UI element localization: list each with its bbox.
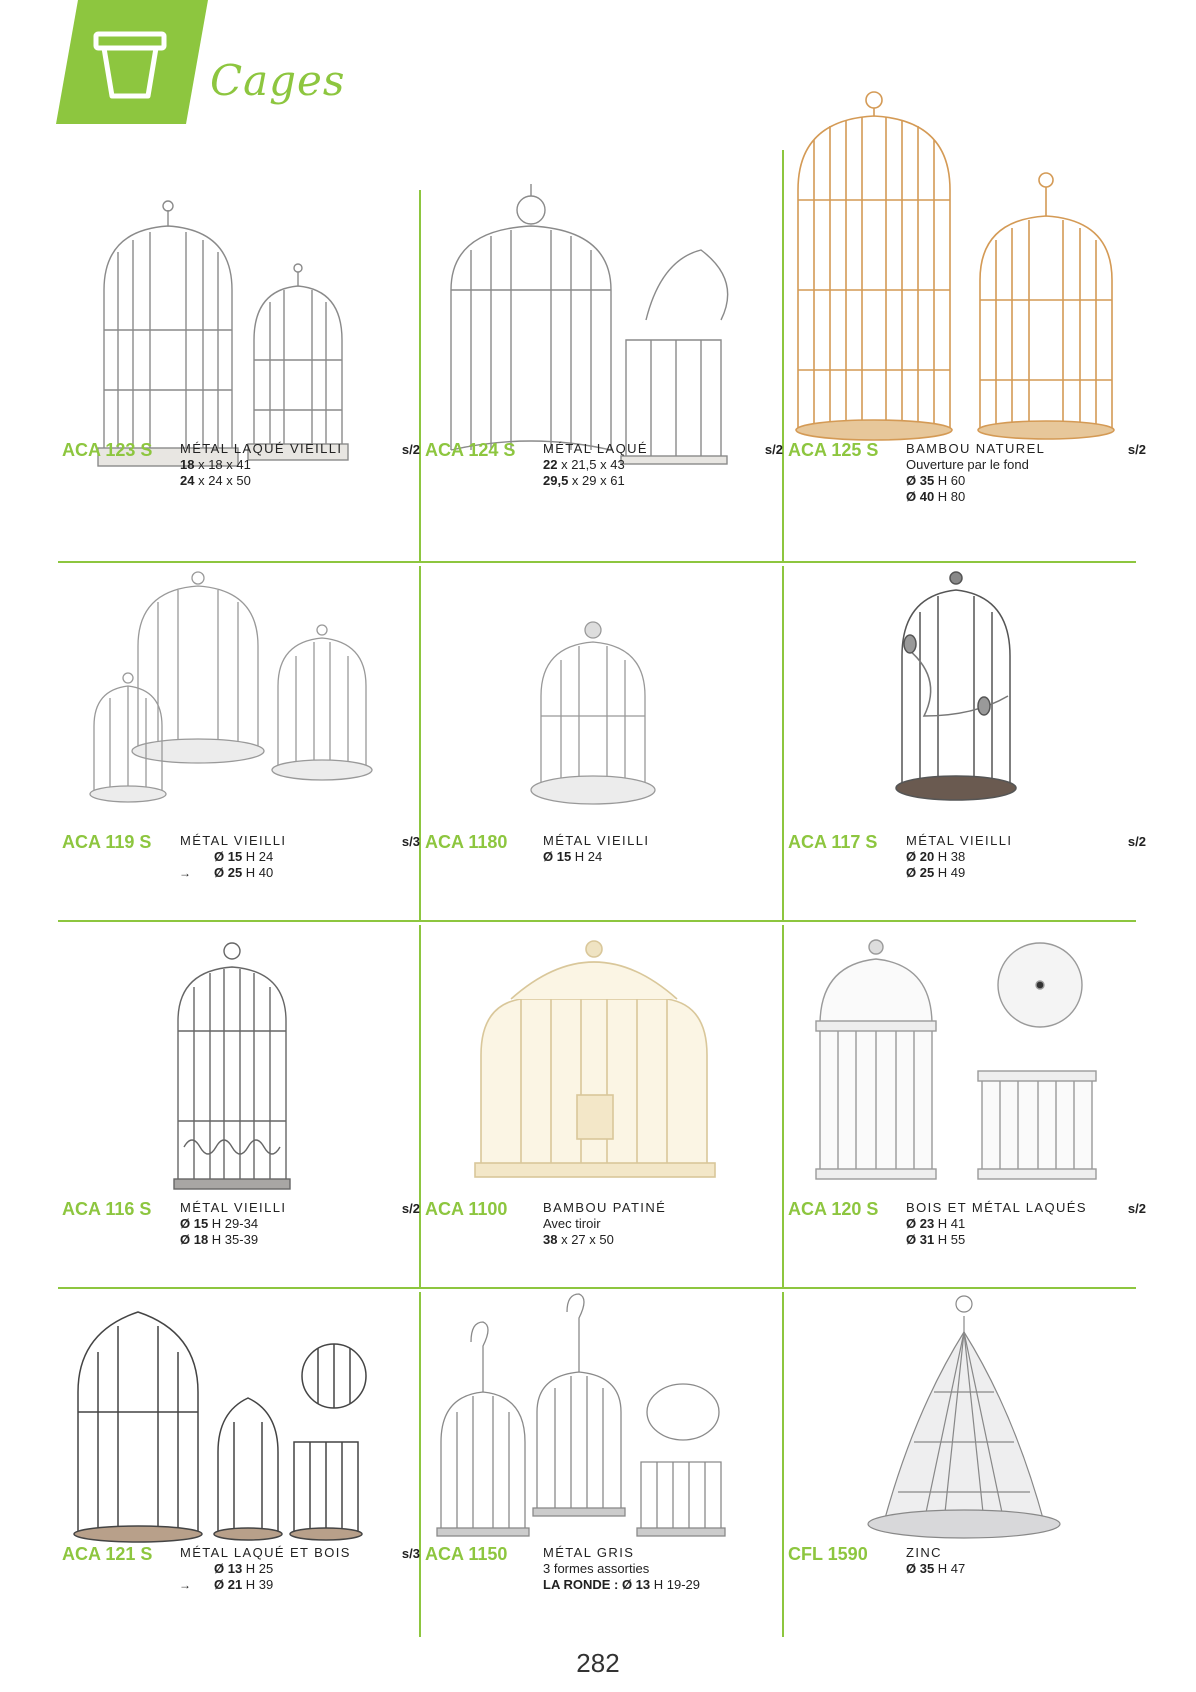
product-material: MÉTAL VIEILLI <box>180 1200 287 1215</box>
product-material: MÉTAL LAQUÉ <box>543 441 648 456</box>
product-material: MÉTAL LAQUÉ ET BOIS <box>180 1545 351 1560</box>
product-material: ZINC <box>906 1545 942 1560</box>
product-material: MÉTAL VIEILLI <box>906 833 1013 848</box>
dimension-line: 38 x 27 x 50 <box>543 1232 614 1247</box>
product-description <box>180 1545 351 1593</box>
product-description <box>906 441 1045 505</box>
product-ref: ACA 120 S <box>788 1199 879 1219</box>
cage-image <box>421 170 783 470</box>
product-photo <box>784 1292 1146 1542</box>
product-photo <box>784 80 1146 450</box>
product-note: Ouverture par le fond <box>906 457 1029 472</box>
dimension-line: Ø 18 H 35-39 <box>180 1232 259 1247</box>
product-description <box>906 1545 965 1577</box>
cage-image <box>58 566 420 826</box>
product-card <box>58 170 420 560</box>
dimension-line: Ø 20 H 38 <box>906 849 966 864</box>
product-material: BAMBOU NATUREL <box>906 441 1046 456</box>
dimension-line: LA RONDE : Ø 13 H 19-29 <box>543 1577 701 1592</box>
dimension-line: Ø 31 H 55 <box>906 1232 966 1247</box>
product-card <box>421 566 783 920</box>
product-ref: ACA 125 S <box>788 440 879 460</box>
cage-image <box>58 190 420 470</box>
product-material: BAMBOU PATINÉ <box>543 1200 667 1215</box>
product-note: 3 formes assorties <box>543 1561 650 1576</box>
cage-image <box>784 80 1146 450</box>
product-ref: CFL 1590 <box>788 1544 868 1564</box>
product-card <box>58 1292 420 1637</box>
product-description <box>180 833 286 881</box>
set-quantity: s/2 <box>1127 1201 1146 1216</box>
dimension-line: Ø 15 H 29-34 <box>180 1216 259 1231</box>
cage-image <box>58 1292 420 1552</box>
product-material: MÉTAL LAQUÉ VIEILLI <box>180 441 343 456</box>
dimension-line: Ø 35 H 47 <box>906 1561 966 1576</box>
product-photo <box>58 1292 420 1552</box>
set-quantity: s/2 <box>1127 834 1146 849</box>
product-description <box>543 1545 700 1593</box>
dimension-line: Ø 15 H 24 <box>214 849 274 864</box>
product-photo <box>421 1292 783 1542</box>
arrow-icon: → <box>179 866 191 880</box>
product-ref: ACA 1150 <box>425 1544 508 1564</box>
dimension-line: 24 x 24 x 50 <box>180 473 251 488</box>
cage-image <box>784 925 1146 1195</box>
set-quantity: s/2 <box>1127 442 1146 457</box>
dimension-line: Ø 15 H 24 <box>543 849 603 864</box>
set-quantity: s/3 <box>401 834 420 849</box>
product-ref: ACA 117 S <box>788 832 878 852</box>
product-photo <box>58 190 420 470</box>
cage-image <box>421 606 783 826</box>
product-photo <box>58 941 420 1201</box>
cage-image <box>421 925 783 1195</box>
product-photo <box>784 566 1146 826</box>
product-description <box>543 833 649 865</box>
product-photo <box>421 925 783 1195</box>
product-photo <box>421 606 783 826</box>
product-description <box>906 833 1012 881</box>
dimension-line: 22 x 21,5 x 43 <box>543 457 625 472</box>
dimension-line: 18 x 18 x 41 <box>180 457 251 472</box>
page-title: Cages <box>210 56 346 105</box>
dimension-line: Ø 35 H 60 <box>906 473 966 488</box>
dimension-line: Ø 23 H 41 <box>906 1216 966 1231</box>
flower-pot-icon <box>92 30 168 100</box>
cage-image <box>58 941 420 1201</box>
product-note: Avec tiroir <box>543 1216 601 1231</box>
cage-image <box>784 566 1146 826</box>
product-description <box>180 441 342 489</box>
dimension-line: Ø 25 H 49 <box>906 865 966 880</box>
product-photo <box>421 170 783 470</box>
product-material: MÉTAL VIEILLI <box>180 833 287 848</box>
row-divider <box>58 561 1136 563</box>
product-ref: ACA 119 S <box>62 832 152 852</box>
set-quantity: s/2 <box>401 442 420 457</box>
product-card <box>421 170 783 560</box>
product-material: BOIS ET MÉTAL LAQUÉS <box>906 1200 1087 1215</box>
product-ref: ACA 1180 <box>425 832 508 852</box>
dimension-line: Ø 13 H 25 <box>214 1561 274 1576</box>
cage-image <box>784 1292 1146 1542</box>
product-material: MÉTAL GRIS <box>543 1545 635 1560</box>
arrow-icon: → <box>179 1578 191 1592</box>
product-card <box>784 80 1146 560</box>
product-card <box>58 566 420 920</box>
product-card <box>784 925 1146 1287</box>
product-card <box>784 1292 1146 1637</box>
dimension-line: Ø 40 H 80 <box>906 489 966 504</box>
product-photo <box>784 925 1146 1195</box>
product-description <box>543 1200 666 1248</box>
product-card <box>58 925 420 1287</box>
product-description <box>180 1200 286 1248</box>
product-ref: ACA 121 S <box>62 1544 153 1564</box>
dimension-line: → Ø 25 H 40 <box>179 865 274 880</box>
product-card <box>421 1292 783 1637</box>
product-description <box>543 441 648 489</box>
dimension-line: → Ø 21 H 39 <box>179 1577 274 1592</box>
set-quantity: s/3 <box>401 1546 420 1561</box>
row-divider <box>58 1287 1136 1289</box>
row-divider <box>58 920 1136 922</box>
cage-image <box>421 1292 783 1542</box>
product-material: MÉTAL VIEILLI <box>543 833 650 848</box>
product-card <box>421 925 783 1287</box>
dimension-line: 29,5 x 29 x 61 <box>543 473 625 488</box>
product-photo <box>58 566 420 826</box>
product-card <box>784 566 1146 920</box>
product-ref: ACA 116 S <box>62 1199 152 1219</box>
product-ref: ACA 1100 <box>425 1199 508 1219</box>
set-quantity: s/2 <box>764 442 783 457</box>
page-number: 282 <box>576 1648 620 1678</box>
product-ref: ACA 123 S <box>62 440 153 460</box>
product-description <box>906 1200 1087 1248</box>
product-ref: ACA 124 S <box>425 440 516 460</box>
set-quantity: s/2 <box>401 1201 420 1216</box>
